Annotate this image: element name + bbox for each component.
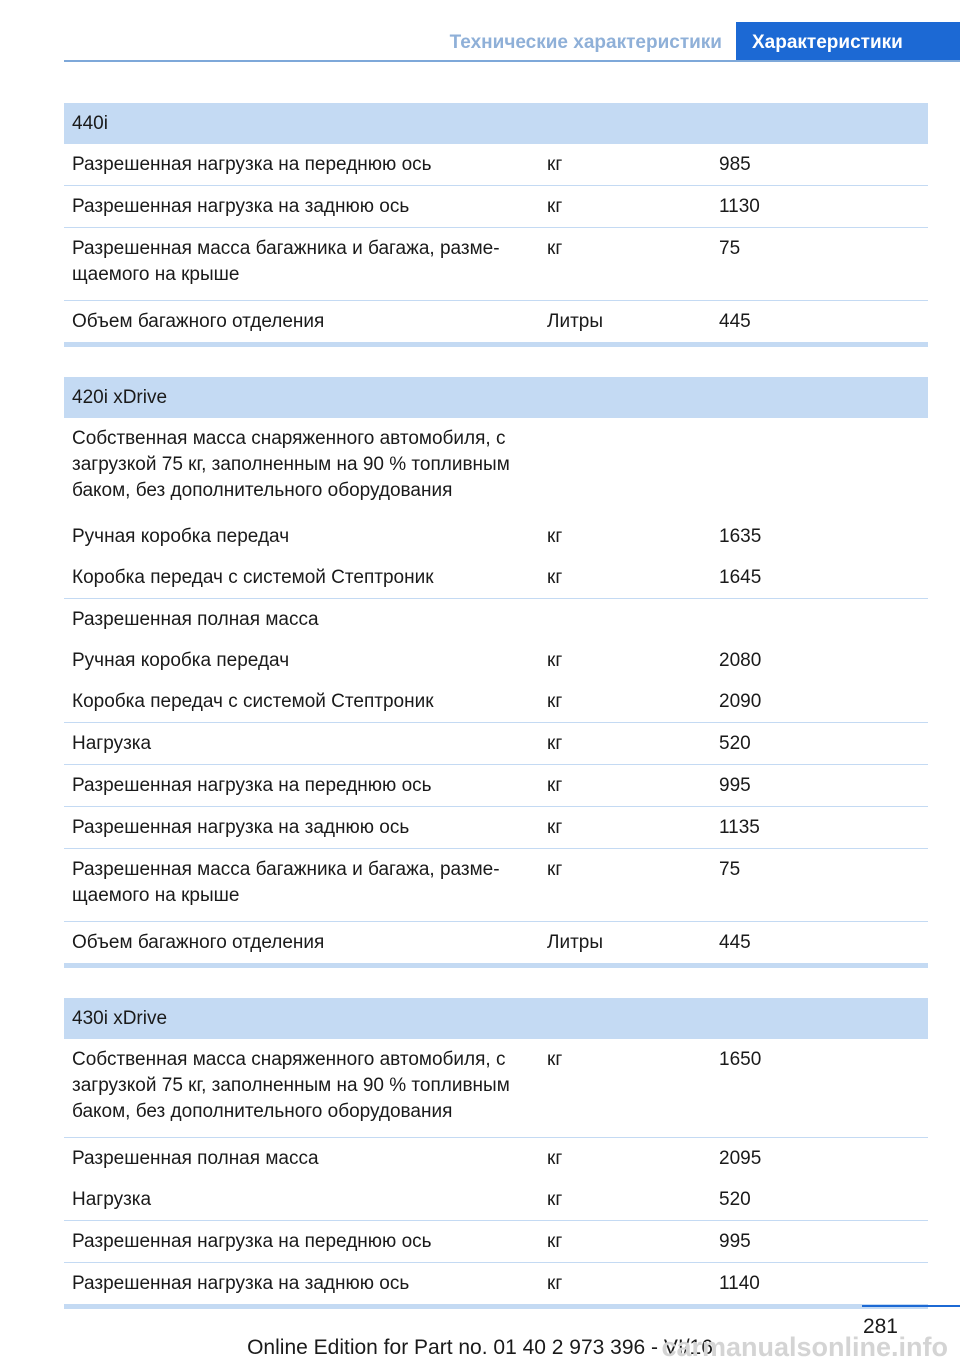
cell-value: 1635 (719, 526, 762, 547)
cell-unit: Литры (547, 311, 604, 332)
cell-unit: кг (547, 526, 563, 547)
cell-label: Ручная коробка передач (72, 526, 290, 547)
table-title: 430i xDrive (64, 998, 928, 1038)
cell-label: Разрешенная полная масса (72, 609, 319, 630)
table-row (64, 185, 928, 227)
watermark: carmanualsonline.info (661, 1332, 948, 1362)
table-title: 440i (64, 103, 928, 143)
cell-value (711, 599, 928, 640)
cell-unit: кг (547, 1273, 563, 1294)
cell-label: Разрешенная нагрузка на заднюю ось (72, 817, 410, 838)
table-row (64, 227, 928, 300)
table-row (64, 681, 928, 722)
cell-label: Ручная коробка передач (72, 650, 290, 671)
cell-value: 75 (719, 859, 741, 880)
table-row (64, 557, 928, 598)
cell-label: Разрешенная нагрузка на переднюю ось (72, 775, 432, 796)
cell-value: 1135 (719, 817, 760, 838)
cell-label: Нагрузка (72, 1189, 152, 1210)
edition-footer: Online Edition for Part no. 01 40 2 973 396 - VI/16 (247, 1336, 713, 1359)
table-row (64, 806, 928, 848)
page-header (64, 22, 960, 62)
cell-value: 2090 (719, 691, 762, 712)
cell-value: 2080 (719, 650, 762, 671)
cell-unit: кг (547, 196, 563, 217)
cell-unit: кг (547, 1189, 563, 1210)
cell-value: 1130 (719, 196, 760, 217)
cell-unit: кг (547, 733, 563, 754)
cell-label: Объем багажного отделения (72, 311, 325, 332)
table-row (64, 1220, 928, 1262)
cell-unit: кг (547, 775, 563, 796)
table-row (64, 722, 928, 764)
cell-label: Разрешенная нагрузка на заднюю ось (72, 196, 410, 217)
table-title: 420i xDrive (64, 377, 928, 417)
cell-label: Разрешенная нагрузка на переднюю ось (72, 154, 432, 175)
table-row (64, 1179, 928, 1220)
cell-value: 75 (719, 238, 741, 259)
table-row (64, 300, 928, 342)
cell-unit: кг (547, 859, 563, 880)
cell-value: 520 (719, 733, 751, 754)
cell-unit: кг (547, 567, 563, 588)
cell-value: 995 (719, 775, 751, 796)
table-row (64, 848, 928, 921)
cell-label: Разрешенная полная масса (72, 1148, 319, 1169)
cell-label: Разрешенная нагрузка на заднюю ось (72, 1273, 410, 1294)
spec-table (64, 377, 928, 968)
cell-value (711, 418, 928, 516)
header-rule (64, 60, 960, 62)
cell-unit: кг (547, 1049, 563, 1070)
cell-label: Разрешенная нагрузка на переднюю ось (72, 1231, 432, 1252)
chapter-tab[interactable]: Характеристики (736, 22, 960, 62)
table-row (64, 1038, 928, 1137)
cell-label: Объем багажного отделения (72, 932, 325, 953)
cell-label: Разрешенная масса багажника и багажа, разме- щаемого на крыше (72, 859, 500, 906)
cell-unit: Литры (547, 932, 604, 953)
cell-unit (539, 418, 711, 516)
cell-value: 1645 (719, 567, 762, 588)
cell-label: Нагрузка (72, 733, 152, 754)
cell-value: 445 (719, 311, 751, 332)
cell-value: 445 (719, 932, 751, 953)
cell-unit (539, 599, 711, 640)
page-number: 281 (862, 1315, 898, 1338)
cell-unit: кг (547, 817, 563, 838)
table-row (64, 516, 928, 557)
cell-value: 2095 (719, 1148, 762, 1169)
spec-tables (64, 103, 928, 1339)
cell-label: Собственная масса снаряженного автомобиля, с загрузкой 75 кг, заполненным на 90 % топливным баком, без дополнительного оборудования (72, 1049, 510, 1122)
cell-unit: кг (547, 238, 563, 259)
table-row (64, 921, 928, 963)
section-title: Технические характеристики (449, 32, 722, 53)
table-row (64, 1262, 928, 1304)
cell-unit: кг (547, 691, 563, 712)
table-row (64, 143, 928, 185)
cell-value: 985 (719, 154, 751, 175)
page-number-rule (862, 1305, 960, 1307)
cell-unit: кг (547, 154, 563, 175)
cell-unit: кг (547, 650, 563, 671)
cell-value: 1140 (719, 1273, 760, 1294)
table-row (64, 417, 928, 516)
cell-unit: кг (547, 1231, 563, 1252)
table-row (64, 640, 928, 681)
cell-label: Коробка передач с системой Стептроник (72, 691, 434, 712)
cell-label: Коробка передач с системой Стептроник (72, 567, 434, 588)
cell-value: 1650 (719, 1049, 762, 1070)
cell-value: 520 (719, 1189, 751, 1210)
cell-label: Разрешенная масса багажника и багажа, разме- щаемого на крыше (72, 238, 500, 285)
cell-value: 995 (719, 1231, 751, 1252)
table-row (64, 1137, 928, 1179)
table-row (64, 598, 928, 640)
spec-table (64, 103, 928, 347)
cell-label: Собственная масса снаряженного автомобиля, с загрузкой 75 кг, заполненным на 90 % топливным баком, без дополнительного оборудования (72, 428, 510, 501)
cell-unit: кг (547, 1148, 563, 1169)
table-row (64, 764, 928, 806)
spec-table (64, 998, 928, 1309)
